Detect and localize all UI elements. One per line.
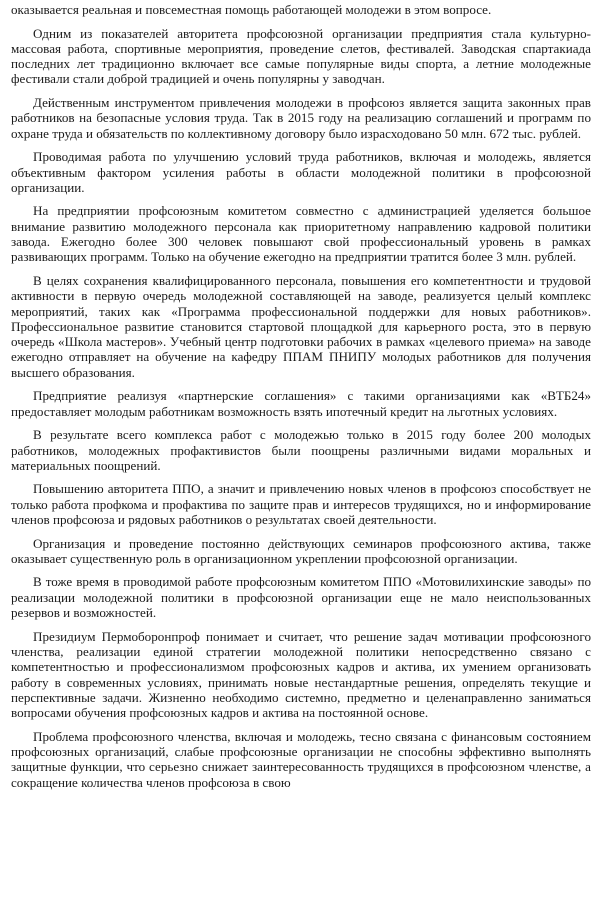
paragraph-seminars: Организация и проведение постоянно действующих семинаров профсоюзного актива, также оказывает существенную роль в организационном укреплении профсоюзной организации. (11, 535, 591, 566)
paragraph-reserves: В тоже время в проводимой работе профсоюзным комитетом ППО «Мотовилихинские заводы» по реализации молодежной политики в профсоюзной организации еще не мало неиспользованных резервов и возможностей. (11, 574, 591, 621)
paragraph-working-conditions: Проводимая работа по улучшению условий труда работников, включая и молодежь, является объективным фактором усиления работы в области молодежной политики в профсоюзной организации. (11, 149, 591, 195)
paragraph-personnel-development: На предприятии профсоюзным комитетом совместно с администрацией уделяется большое внимание развитию молодежного персонала как приоритетному направлению кадровой политики завода. Ежегодно более 300 человек повышают свой профессиональный уровень в рамках развивающих программ. Только на обучение ежегодно на предприятии тратится более 3 млн. рублей. (11, 203, 591, 265)
document-page (11, 0, 591, 798)
paragraph-labor-safety: Действенным инструментом привлечения молодежи в профсоюз является защита законных прав работников на безопасные условия труда. Так в 2015 году на реализацию соглашений и программ по охране труда и обязательств по коллективному договору было израсходовано 50 млн. 672 тыс. рублей. (11, 95, 591, 141)
paragraph-cultural-work: Одним из показателей авторитета профсоюзной организации предприятия стала культурно-массовая работа, спортивные мероприятия, проведение слетов, фестивалей. Заводская спартакиада последних лет традиционно включает все самые популярные виды спорта, а летние молодежные фестивали стали доброй традицией и очень популярны у заводчан. (11, 25, 591, 87)
paragraph-authority: Повышению авторитета ППО, а значит и привлечению новых членов в профсоюз способствует не только работа профкома и профактива по защите прав и интересов трудящихся, но и информирование членов профсоюза и рядовых работников о результатах своей деятельности. (11, 481, 591, 527)
paragraph-membership-problem: Проблема профсоюзного членства, включая и молодежь, тесно связана с финансовым состоянием профсоюзных организаций, слабые профсоюзные организации не способны эффективно выполнять защитные функции, что серьезно снижает заинтересованность трудящихся в профсоюзном членстве, а сокращение количества членов профсоюза в свою (11, 728, 591, 790)
paragraph-incentives: В результате всего комплекса работ с молодежью только в 2015 году более 200 молодых работников, молодежных профактивистов были поощрены различными видами моральных и материальных поощрений. (11, 427, 591, 473)
paragraph-qualified-personnel: В целях сохранения квалифицированного персонала, повышения его компетентности и трудовой активности в первую очередь молодежной составляющей на заводе, реализуется целый комплекс мероприятий, таких как «Программа профессиональной поддержки для новых работников». Профессиональное развитие становится стартовой площадкой для карьерного роста, это в первую очередь «Школа мастеров». Учебный центр подготовки рабочих в рамках «целевого приема» на заводе ежегодно отправляет на обучение на кафедру ППАМ ПНИПУ молодых работников для получения высшего образования. (11, 272, 591, 380)
paragraph-partnership-agreements: Предприятие реализуя «партнерские соглашения» с такими организациями как «ВТБ24» предоставляет молодым работникам возможность взять ипотечный кредит на льготных условиях. (11, 388, 591, 419)
paragraph-continuation: оказывается реальная и повсеместная помощь работающей молодежи в этом вопросе. (11, 2, 492, 17)
paragraph-presidium: Президиум Пермоборонпроф понимает и считает, что решение задач мотивации профсоюзного членства, реализации единой стратегии молодежной политики непосредственно связано с компетентностью и профессионализмом профсоюзных кадров и актива, их умением организовать работу в современных условиях, принимать новые нестандартные решения, определять текущие и перспективные задачи. Жизненно необходимо системно, предметно и целенаправленно заниматься вопросами обучения профсоюзных кадров и актива на постоянной основе. (11, 628, 591, 721)
